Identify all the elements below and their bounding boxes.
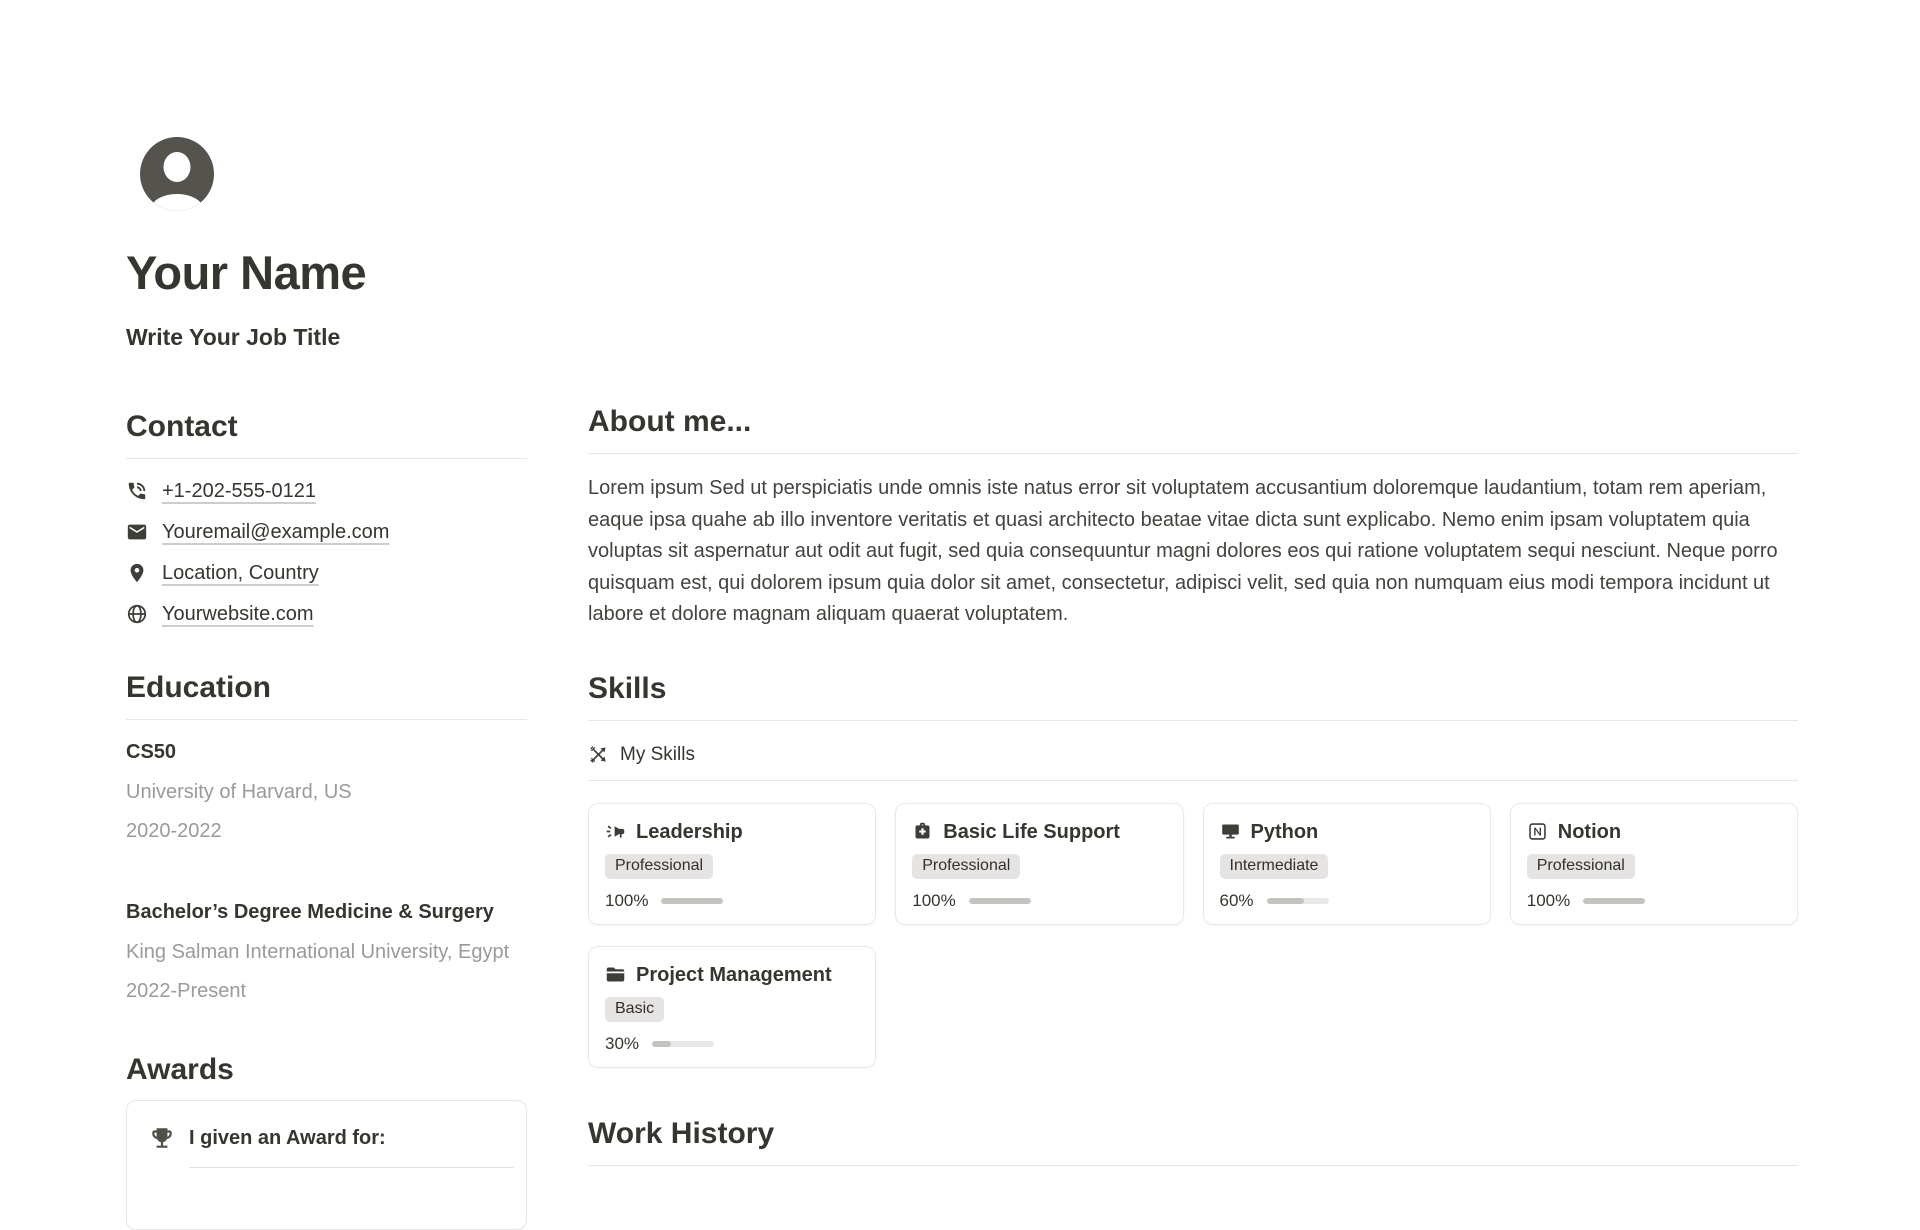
skill-name: Python xyxy=(1250,820,1319,843)
location-link[interactable]: Location, Country xyxy=(162,561,319,584)
education-degree: CS50 xyxy=(126,741,177,763)
skill-card-basic-life-support[interactable] xyxy=(895,803,1183,925)
profile-avatar[interactable] xyxy=(140,137,214,211)
skill-name: Project Management xyxy=(636,963,832,986)
award-row xyxy=(149,1125,504,1151)
skills-cards-grid xyxy=(588,803,1798,1068)
progress-bar xyxy=(652,1041,714,1047)
skill-card-project-management[interactable] xyxy=(588,946,876,1068)
skill-card-python[interactable] xyxy=(1203,803,1491,925)
notion-icon xyxy=(1527,821,1548,842)
skill-name: Notion xyxy=(1557,820,1622,843)
award-text: I given an Award for: xyxy=(189,1126,386,1149)
first-aid-kit-icon xyxy=(912,821,933,842)
award-blank-line xyxy=(189,1167,514,1168)
location-icon xyxy=(126,562,148,584)
education-school: King Salman International University, Egypt xyxy=(126,941,510,963)
progress-bar xyxy=(969,898,1031,904)
education-heading: Education xyxy=(126,670,527,720)
skill-percent: 100% xyxy=(605,890,649,910)
trophy-icon xyxy=(149,1125,175,1151)
awards-heading: Awards xyxy=(126,1053,234,1086)
skill-percent: 30% xyxy=(605,1033,640,1053)
education-years: 2020-2022 xyxy=(126,820,222,842)
skill-level-badge: Professional xyxy=(912,854,1020,879)
globe-icon xyxy=(126,603,148,625)
skill-percent: 100% xyxy=(912,890,956,910)
skills-heading: Skills xyxy=(588,671,1798,721)
folder-icon xyxy=(605,964,626,985)
about-paragraph: Lorem ipsum Sed ut perspiciatis unde omnis iste natus error sit voluptatem accusantium doloremque laudantium, totam rem aperiam, eaque ipsa quahe ab illo inventore veritatis et quasi architecto beatae vitae dicta sunt explicabo. Nemo enim ipsam voluptatem quia voluptas sit aspernatur aut odit aut fugit, sed quia consequuntur magni dolores eos qui ratione voluptatem sequi nesciunt. Neque porro quisquam est, qui dolorem ipsum quia dolor sit amet, consectetur, adipisci velit, sed quia non numquam eius modi tempora incidunt ut labore et dolore magnam aliquam quaerat voluptatem. xyxy=(588,477,1778,625)
skill-level-badge: Professional xyxy=(1527,854,1635,879)
award-callout-card[interactable] xyxy=(126,1100,527,1230)
education-school: University of Harvard, US xyxy=(126,781,352,803)
skill-level-badge: Basic xyxy=(605,997,664,1022)
phone-icon xyxy=(126,480,148,502)
skill-card-leadership[interactable] xyxy=(588,803,876,925)
progress-bar xyxy=(661,898,723,904)
contact-row-email xyxy=(126,520,527,544)
skills-view-tab[interactable] xyxy=(588,744,1798,781)
website-link[interactable]: Yourwebsite.com xyxy=(162,602,314,625)
skill-name: Leadership xyxy=(636,820,743,843)
work-history-heading: Work History xyxy=(588,1116,1798,1166)
contact-row-website xyxy=(126,602,527,626)
contact-row-phone xyxy=(126,479,527,503)
person-icon xyxy=(164,152,191,182)
skill-percent: 100% xyxy=(1526,890,1571,910)
skill-level-badge: Professional xyxy=(605,854,713,879)
skill-name: Basic Life Support xyxy=(943,820,1120,843)
crossed-arrows-icon xyxy=(588,744,609,765)
education-entry xyxy=(126,740,527,848)
megaphone-icon xyxy=(605,821,626,842)
education-years: 2022-Present xyxy=(126,980,247,1002)
skill-card-notion[interactable] xyxy=(1510,803,1798,925)
profile-job-title: Write Your Job Title xyxy=(126,324,341,350)
right-column xyxy=(588,404,1798,1166)
monitor-icon xyxy=(1220,821,1241,842)
left-column xyxy=(126,137,527,1230)
skills-view-label: My Skills xyxy=(620,743,695,765)
education-entry xyxy=(126,900,527,1008)
contact-list xyxy=(126,479,527,626)
phone-link[interactable]: +1-202-555-0121 xyxy=(162,479,317,502)
education-degree: Bachelor’s Degree Medicine & Surgery xyxy=(126,901,494,923)
contact-row-location xyxy=(126,561,527,585)
progress-bar xyxy=(1583,898,1645,904)
skill-level-badge: Intermediate xyxy=(1220,854,1329,879)
skill-percent: 60% xyxy=(1219,890,1254,910)
email-link[interactable]: Youremail@example.com xyxy=(162,520,390,543)
email-icon xyxy=(126,521,148,543)
progress-bar xyxy=(1267,898,1329,904)
contact-heading: Contact xyxy=(126,409,527,459)
about-heading: About me... xyxy=(588,404,1798,454)
person-icon xyxy=(151,194,203,211)
profile-name: Your Name xyxy=(126,246,367,299)
